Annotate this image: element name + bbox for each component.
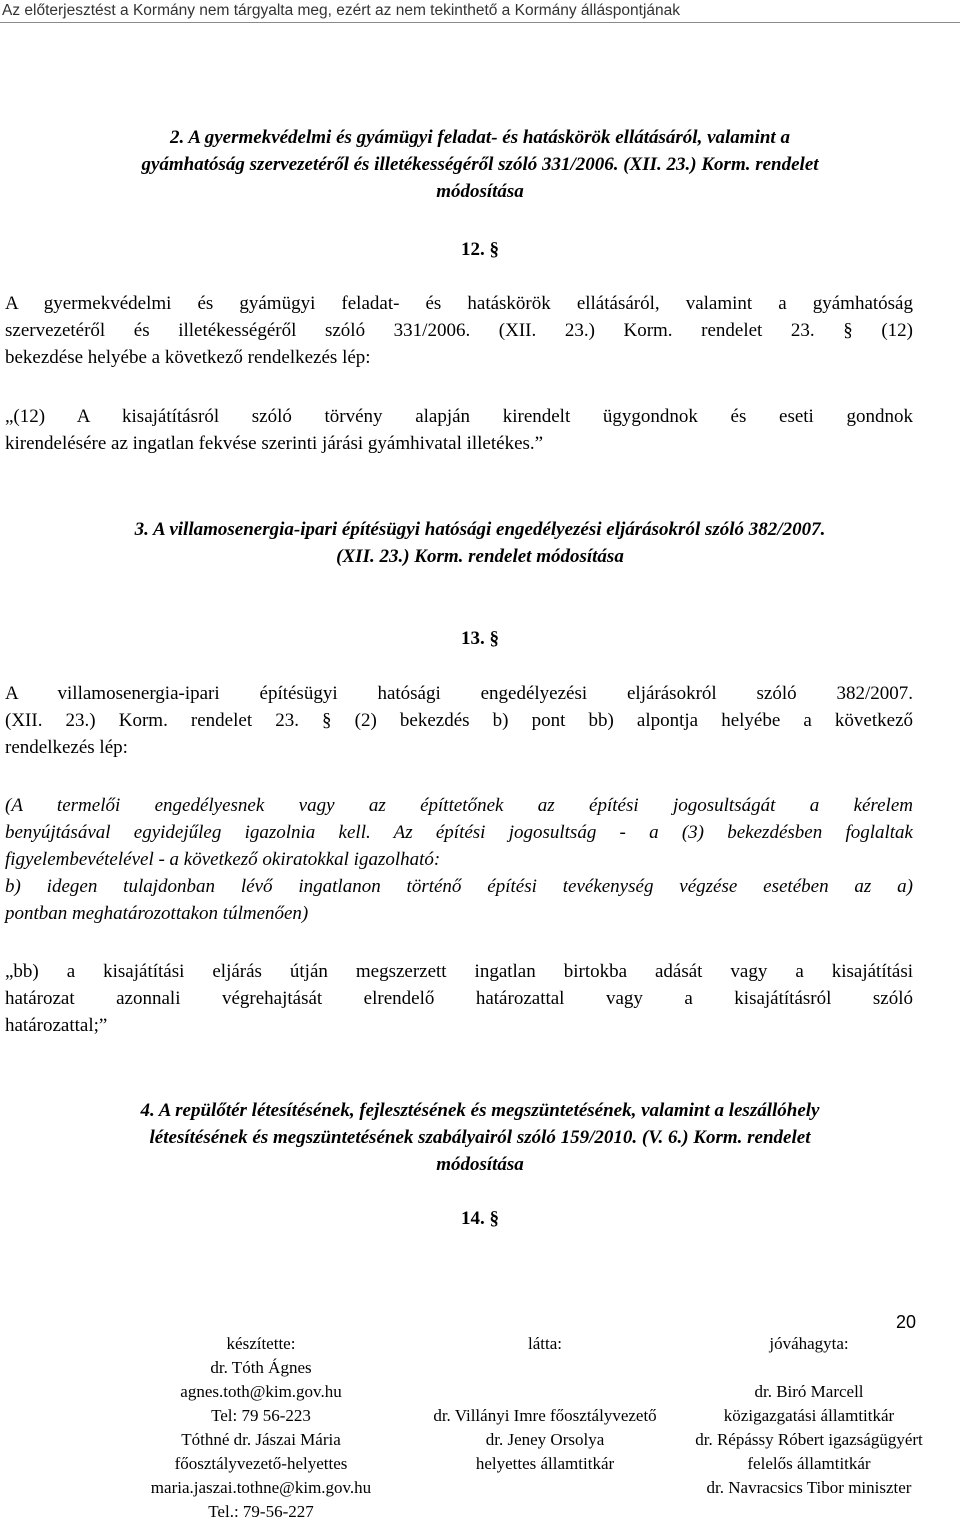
header-banner: Az előterjesztést a Kormány nem tárgyalta meg, ezért az nem tekinthető a Kormány álláspontjának	[2, 2, 681, 19]
footer-line: dr. Villányi Imre főosztályvezető	[433, 1406, 657, 1425]
footer-line: Tel: 79 56-223	[211, 1406, 311, 1425]
footer-line: dr. Navracsics Tibor miniszter	[706, 1478, 912, 1497]
section-4-title-line: módosítása	[436, 1154, 524, 1175]
section-2-title-line: módosítása	[436, 181, 524, 202]
text-line: (XII. 23.) Korm. rendelet 23. § (2) bekezdés b) pont bb) alpontja helyébe a következő	[5, 710, 913, 731]
footer-line	[668, 1356, 950, 1380]
paragraph-12-heading: 12. §	[461, 239, 499, 260]
section-3-title-line: 3. A villamosenergia-ipari építésügyi hatósági engedélyezési eljárásokról szóló 382/2007.	[134, 519, 826, 540]
text-line: A gyermekvédelmi és gyámügyi feladat- és hatáskörök ellátásáról, valamint a gyámhatóság	[5, 293, 913, 314]
text-line: benyújtásával egyidejűleg igazolnia kell. Az építési jogosultság - a (3) bekezdésben foglaltak	[5, 822, 913, 843]
text-line: figyelembevételével - a következő okiratokkal igazolható:	[5, 849, 441, 870]
section-2-title	[20, 124, 940, 205]
footer-line: dr. Biró Marcell	[754, 1382, 864, 1401]
footer-line: agnes.toth@kim.gov.hu	[180, 1382, 342, 1401]
section-4-title-line: létesítésének és megszüntetésének szabályairól szóló 159/2010. (V. 6.) Korm. rendelet	[149, 1127, 811, 1148]
footer-line	[395, 1380, 695, 1404]
footer-line: készítette:	[226, 1334, 296, 1353]
footer-line	[395, 1356, 695, 1380]
footer-line: maria.jaszai.tothne@kim.gov.hu	[150, 1478, 372, 1497]
page-number: 20	[895, 1312, 916, 1332]
footer-reviewed-by	[395, 1332, 695, 1476]
text-line: szervezetéről és illetékességéről szóló 331/2006. (XII. 23.) Korm. rendelet 23. § (12)	[5, 320, 913, 341]
footer-line: jóváhagyta:	[769, 1334, 849, 1353]
section-2-title-line: 2. A gyermekvédelmi és gyámügyi feladat- és hatáskörök ellátásáról, valamint a	[170, 127, 790, 148]
text-line: b) idegen tulajdonban lévő ingatlanon történő építési tevékenység végzése esetében az a)	[5, 876, 913, 897]
footer-line: közigazgatási államtitkár	[723, 1406, 895, 1425]
section-3-context	[5, 792, 913, 927]
footer-line: Tel.: 79-56-227	[208, 1502, 314, 1521]
text-line: határozattal;”	[5, 1015, 108, 1036]
section-3-title	[20, 516, 940, 570]
footer-line: főosztályvezető-helyettes	[174, 1454, 348, 1473]
text-line: „(12) A kisajátításról szóló törvény alapján kirendelt ügygondnok és eseti gondnok	[5, 406, 913, 427]
footer-approved-by	[668, 1332, 950, 1500]
text-line: rendelkezés lép:	[5, 737, 128, 758]
paragraph-14-heading: 14. §	[461, 1208, 499, 1229]
footer-line: felelős államtitkár	[747, 1454, 871, 1473]
section-4-title	[20, 1097, 940, 1178]
text-line: (A termelői engedélyesnek vagy az építtetőnek az építési jogosultságát a kérelem	[5, 795, 913, 816]
footer-line: látta:	[528, 1334, 562, 1353]
section-2-title-line: gyámhatóság szervezetéről és illetékességéről szóló 331/2006. (XII. 23.) Korm. rendelet	[141, 154, 819, 175]
text-line: „bb) a kisajátítási eljárás útján megszerzett ingatlan birtokba adását vagy a kisajátítási	[5, 961, 913, 982]
footer-line: Tóthné dr. Jászai Mária	[181, 1430, 341, 1449]
text-line: pontban meghatározottakon túlmenően)	[5, 903, 309, 924]
section-2-amendment	[5, 403, 913, 457]
section-3-title-line: (XII. 23.) Korm. rendelet módosítása	[336, 546, 624, 567]
footer-line: dr. Jeney Orsolya	[485, 1430, 605, 1449]
text-line: bekezdése helyébe a következő rendelkezés lép:	[5, 347, 371, 368]
footer-line: dr. Tóth Ágnes	[210, 1358, 312, 1377]
section-2-intro	[5, 290, 913, 371]
footer-prepared-by	[116, 1332, 406, 1524]
footer-line: dr. Répássy Róbert igazságügyért	[695, 1430, 923, 1449]
text-line: kirendelésére az ingatlan fekvése szerinti járási gyámhivatal illetékes.”	[5, 433, 544, 454]
text-line: határozat azonnali végrehajtását elrendelő határozattal vagy a kisajátításról szóló	[5, 988, 913, 1009]
paragraph-13-heading: 13. §	[461, 628, 499, 649]
text-line: A villamosenergia-ipari építésügyi hatósági engedélyezési eljárásokról szóló 382/2007.	[5, 683, 913, 704]
section-4-title-line: 4. A repülőtér létesítésének, fejlesztésének és megszüntetésének, valamint a leszállóhely	[140, 1100, 820, 1121]
section-3-amendment	[5, 958, 913, 1039]
footer-line: helyettes államtitkár	[475, 1454, 615, 1473]
section-3-intro	[5, 680, 913, 761]
header-divider	[0, 22, 960, 23]
